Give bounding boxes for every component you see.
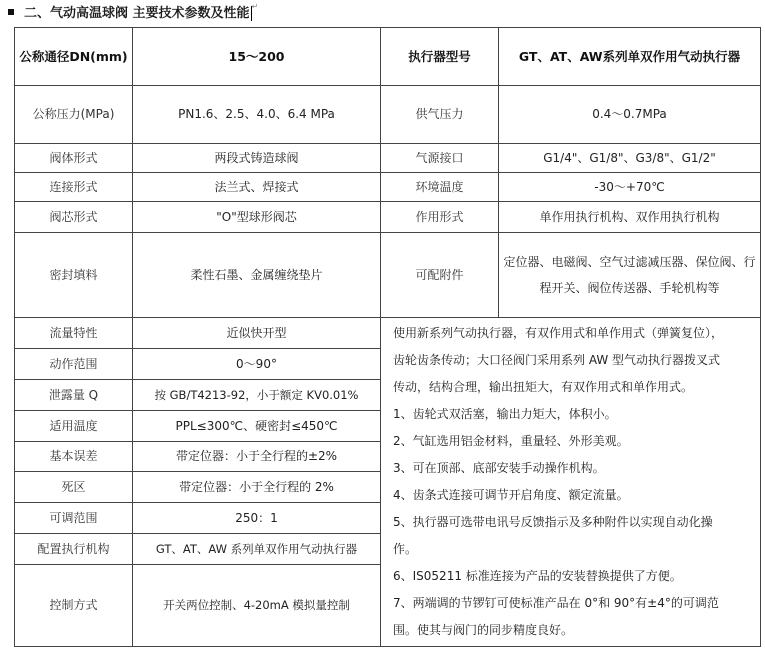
row-value: 带定位器：小于全行程的 2% bbox=[133, 472, 381, 503]
row-label: 作用形式 bbox=[381, 201, 499, 232]
table-row bbox=[15, 172, 761, 201]
row-label: 密封填料 bbox=[15, 232, 133, 317]
row-value: PPL≤300℃、硬密封≤450℃ bbox=[133, 410, 381, 441]
row-label: 连接形式 bbox=[15, 172, 133, 201]
row-value: 两段式铸造球阀 bbox=[133, 143, 381, 172]
row-value: PN1.6、2.5、4.0、6.4 MPa bbox=[133, 86, 381, 143]
row-label: 控制方式 bbox=[15, 564, 133, 646]
description-line: 齿轮齿条传动；大口径阀门采用系列 AW 型气动执行器拨叉式 bbox=[393, 353, 721, 368]
row-value: "O"型球形阀芯 bbox=[133, 201, 381, 232]
table-row bbox=[15, 86, 761, 143]
row-value: 单作用执行机构、双作用执行机构 bbox=[499, 201, 761, 232]
description-line: 1、齿轮式双活塞，输出力矩大，体积小。 bbox=[393, 407, 617, 422]
description-line: 作。 bbox=[393, 542, 418, 557]
row-value: 带定位器：小于全行程的±2% bbox=[133, 441, 381, 472]
row-label: 配置执行机构 bbox=[15, 533, 133, 564]
row-label: 动作范围 bbox=[15, 349, 133, 380]
description-cell bbox=[381, 318, 761, 647]
description-line: 3、可在顶部、底部安装手动操作机构。 bbox=[393, 461, 605, 476]
row-value: 0～90° bbox=[133, 349, 381, 380]
row-label: 阀芯形式 bbox=[15, 201, 133, 232]
spec-table bbox=[14, 27, 761, 647]
row-value: 近似快开型 bbox=[133, 318, 381, 349]
row-label: 气源接口 bbox=[381, 143, 499, 172]
row-label: 可配附件 bbox=[381, 232, 499, 317]
row-label: 流量特性 bbox=[15, 318, 133, 349]
paragraph-mark-icon: ↵ bbox=[251, 2, 259, 11]
description-line: 围。使其与阀门的同步精度良好。 bbox=[393, 623, 574, 638]
description-line: 2、气缸选用铝金材料，重量轻、外形美观。 bbox=[393, 434, 629, 449]
description-line: 7、两端调的节锣钉可使标准产品在 0°和 90°有±4°的可调范 bbox=[393, 596, 719, 611]
heading-text: 二、气动高温球阀 主要技术参数及性能 bbox=[24, 6, 250, 21]
row-label: 公称压力(MPa) bbox=[15, 86, 133, 143]
header-cell: GT、AT、AW系列单双作用气动执行器 bbox=[499, 28, 761, 86]
row-value: 柔性石墨、金属缠绕垫片 bbox=[133, 232, 381, 317]
description-line: 6、IS05211 标准连接为产品的安装替换提供了方便。 bbox=[393, 569, 682, 584]
row-value: 按 GB/T4213-92，小于额定 KV0.01% bbox=[133, 379, 381, 410]
section-heading bbox=[8, 2, 258, 22]
row-value: G1/4"、G1/8"、G3/8"、G1/2" bbox=[499, 143, 761, 172]
header-cell: 公称通径DN(mm) bbox=[15, 28, 133, 86]
row-value: 0.4～0.7MPa bbox=[499, 86, 761, 143]
table-row bbox=[15, 201, 761, 232]
description-line: 5、执行器可选带电讯号反馈指示及多种附件以实现自动化操 bbox=[393, 515, 713, 530]
row-label: 死区 bbox=[15, 472, 133, 503]
row-value: GT、AT、AW 系列单双作用气动执行器 bbox=[133, 533, 381, 564]
header-cell: 15～200 bbox=[133, 28, 381, 86]
row-label: 基本误差 bbox=[15, 441, 133, 472]
row-label: 适用温度 bbox=[15, 410, 133, 441]
row-label: 环境温度 bbox=[381, 172, 499, 201]
row-label: 阀体形式 bbox=[15, 143, 133, 172]
bullet-icon bbox=[8, 9, 14, 15]
row-label: 供气压力 bbox=[381, 86, 499, 143]
table-row bbox=[15, 28, 761, 86]
row-label: 泄露量 Q bbox=[15, 379, 133, 410]
table-row bbox=[15, 318, 761, 349]
row-value: -30～+70℃ bbox=[499, 172, 761, 201]
table-row bbox=[15, 143, 761, 172]
description-line: 使用新系列气动执行器，有双作用式和单作用式（弹簧复位）， bbox=[393, 326, 724, 341]
header-cell: 执行器型号 bbox=[381, 28, 499, 86]
table-row bbox=[15, 232, 761, 317]
row-value: 250：1 bbox=[133, 503, 381, 534]
row-value: 法兰式、焊接式 bbox=[133, 172, 381, 201]
description-line: 传动，结构合理，输出扭矩大，有双作用式和单作用式。 bbox=[393, 380, 694, 395]
description-line: 4、齿条式连接可调节开启角度、额定流量。 bbox=[393, 488, 629, 503]
row-label: 可调范围 bbox=[15, 503, 133, 534]
row-value: 开关两位控制、4-20mA 模拟量控制 bbox=[133, 564, 381, 646]
row-value: 定位器、电磁阀、空气过滤减压器、保位阀、行程开关、阀位传送器、手轮机构等 bbox=[499, 232, 761, 317]
